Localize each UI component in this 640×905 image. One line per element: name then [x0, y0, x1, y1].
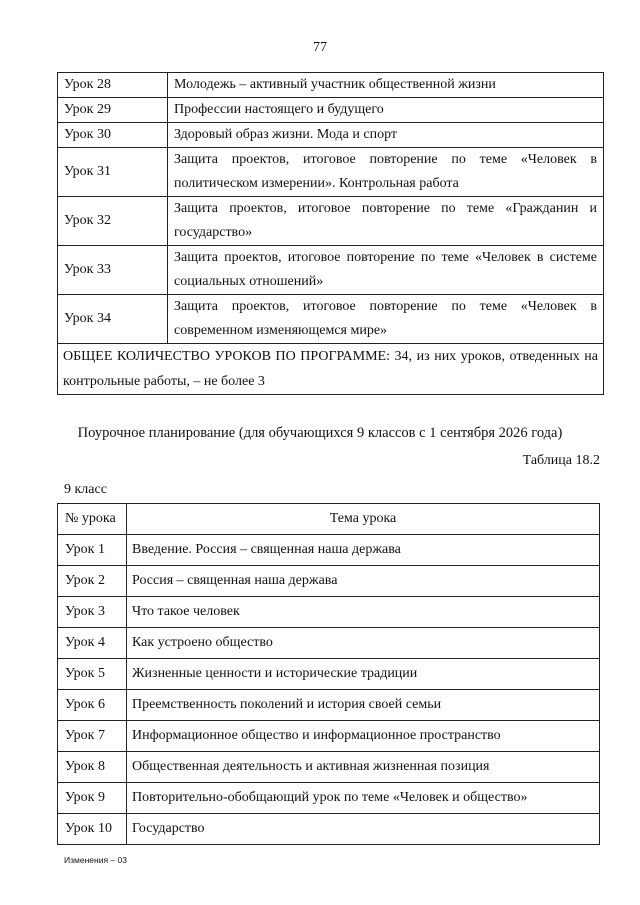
table-row	[58, 814, 600, 845]
total-lessons-summary: ОБЩЕЕ КОЛИЧЕСТВО УРОКОВ ПО ПРОГРАММЕ: 34, из них уроков, отведенных на контрольные работы, – не более 3	[58, 344, 604, 395]
lesson-number-cell: Урок 29	[58, 98, 168, 123]
lesson-topic-cell: Введение. Россия – священная наша держава	[127, 535, 600, 566]
lesson-number-cell: Урок 4	[58, 628, 127, 659]
table-caption: Поурочное планирование (для обучающихся 9 классов с 1 сентября 2026 года)	[77, 425, 563, 441]
lesson-number-cell: Урок 8	[58, 752, 127, 783]
page-number: 77	[313, 40, 327, 55]
lessons-table-continued	[57, 72, 604, 395]
table-row	[58, 73, 604, 98]
lesson-number-cell: Урок 32	[58, 197, 168, 246]
lesson-topic-cell: Профессии настоящего и будущего	[168, 98, 604, 123]
table-row	[58, 597, 600, 628]
table-row	[58, 628, 600, 659]
lesson-topic-cell: Общественная деятельность и активная жизненная позиция	[127, 752, 600, 783]
table-row	[58, 690, 600, 721]
table-header-row	[58, 504, 600, 535]
table-row	[58, 783, 600, 814]
grade-label: 9 класс	[64, 482, 107, 497]
table-row	[58, 197, 604, 246]
table-row	[58, 566, 600, 597]
header-lesson-number: № урока	[58, 504, 127, 535]
lesson-topic-cell: Здоровый образ жизни. Мода и спорт	[168, 123, 604, 148]
table-row	[58, 721, 600, 752]
lesson-number-cell: Урок 28	[58, 73, 168, 98]
table-row	[58, 295, 604, 344]
table-row	[58, 246, 604, 295]
lesson-number-cell: Урок 5	[58, 659, 127, 690]
lesson-number-cell: Урок 6	[58, 690, 127, 721]
lesson-topic-cell: Россия – священная наша держава	[127, 566, 600, 597]
lesson-number-cell: Урок 9	[58, 783, 127, 814]
lesson-topic-cell: Информационное общество и информационное пространство	[127, 721, 600, 752]
table-label: Таблица 18.2	[522, 453, 600, 468]
lesson-number-cell: Урок 7	[58, 721, 127, 752]
summary-row	[58, 344, 604, 395]
lesson-topic-cell: Молодежь – активный участник общественной жизни	[168, 73, 604, 98]
lesson-topic-cell: Как устроено общество	[127, 628, 600, 659]
table-row	[58, 98, 604, 123]
lesson-number-cell: Урок 2	[58, 566, 127, 597]
table-row	[58, 535, 600, 566]
table-row	[58, 148, 604, 197]
lesson-number-cell: Урок 31	[58, 148, 168, 197]
lesson-topic-cell: Повторительно-обобщающий урок по теме «Человек и общество»	[127, 783, 600, 814]
lesson-topic-cell: Что такое человек	[127, 597, 600, 628]
lesson-number-cell: Урок 10	[58, 814, 127, 845]
revision-footer: Изменения – 03	[64, 855, 127, 865]
lesson-number-cell: Урок 33	[58, 246, 168, 295]
table-row	[58, 123, 604, 148]
lesson-topic-cell: Жизненные ценности и исторические традиции	[127, 659, 600, 690]
lesson-topic-cell: Защита проектов, итоговое повторение по теме «Гражданин и государство»	[168, 197, 604, 246]
lesson-number-cell: Урок 30	[58, 123, 168, 148]
lessons-table-grade-9	[57, 503, 600, 845]
lesson-topic-cell: Государство	[127, 814, 600, 845]
table-row	[58, 752, 600, 783]
lesson-number-cell: Урок 1	[58, 535, 127, 566]
lesson-topic-cell: Защита проектов, итоговое повторение по теме «Человек в политическом измерении». Контрольная работа	[168, 148, 604, 197]
table-row	[58, 659, 600, 690]
lesson-topic-cell: Защита проектов, итоговое повторение по теме «Человек в современном изменяющемся мире»	[168, 295, 604, 344]
lesson-number-cell: Урок 34	[58, 295, 168, 344]
lesson-number-cell: Урок 3	[58, 597, 127, 628]
lesson-topic-cell: Защита проектов, итоговое повторение по теме «Человек в системе социальных отношений»	[168, 246, 604, 295]
lesson-topic-cell: Преемственность поколений и история своей семьи	[127, 690, 600, 721]
header-lesson-topic: Тема урока	[127, 504, 600, 535]
